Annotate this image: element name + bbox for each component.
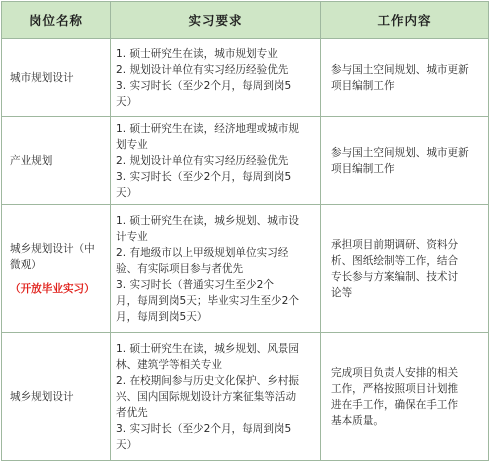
position-name-line2: 微观） <box>10 258 42 271</box>
work-line: 完成项目负责人安排的相关 <box>331 366 459 379</box>
work-cell <box>321 205 489 333</box>
table-row <box>2 39 489 117</box>
work-line: 进在手工作，确保在手工作 <box>331 398 459 411</box>
work-cell <box>321 117 489 205</box>
work-line: 专长参与方案编制、技术讨 <box>331 270 459 283</box>
work-line: 析、图纸绘制等工作，结合 <box>331 254 459 267</box>
work-line: 参与国土空间规划、城市更新 <box>331 63 469 76</box>
header-position: 岗位名称 <box>2 2 111 39</box>
requirement-line: 2. 在校期间参与历史文化保护、乡村振 <box>116 374 299 387</box>
requirement-line: 月，每周到岗5天；毕业实习生至少2个 <box>116 294 299 307</box>
graduation-internship-badge: （开放毕业实习） <box>10 282 95 295</box>
work-line: 项目编制工作 <box>331 79 395 92</box>
work-line: 项目编制工作 <box>331 162 395 175</box>
work-cell <box>321 333 489 461</box>
requirement-line: 3. 实习时长（至少2个月，每周到岗5 <box>116 170 292 183</box>
requirements-cell <box>111 333 321 461</box>
requirement-line: 者优先 <box>116 406 148 419</box>
position-name: 城乡规划设计 <box>10 390 74 403</box>
position-cell <box>2 205 111 333</box>
requirement-line: 验、有实际项目参与者优先 <box>116 262 244 275</box>
table-row <box>2 117 489 205</box>
work-line: 论等 <box>331 286 353 299</box>
table-row <box>2 205 489 333</box>
work-line: 承担项目前期调研、资料分 <box>331 238 459 251</box>
requirements-cell <box>111 39 321 117</box>
requirement-line: 计专业 <box>116 230 148 243</box>
requirement-line: 1. 硕士研究生在读，城市规划专业 <box>116 47 278 60</box>
requirement-line: 1. 硕士研究生在读，经济地理或城市规 <box>116 122 299 135</box>
header-row <box>2 2 489 39</box>
table-row <box>2 333 489 461</box>
internship-table <box>1 1 489 461</box>
position-cell <box>2 333 111 461</box>
work-line: 基本质量。 <box>331 414 384 427</box>
requirement-line: 划专业 <box>116 138 148 151</box>
requirement-line: 兴、国内国际规划设计方案征集等活动 <box>116 390 297 403</box>
requirement-line: 3. 实习时长（普通实习生至少2个 <box>116 278 274 291</box>
requirement-line: 1. 硕士研究生在读，城乡规划、风景园 <box>116 342 299 355</box>
work-line: 参与国土空间规划、城市更新 <box>331 146 469 159</box>
header-requirements: 实习要求 <box>111 2 321 39</box>
work-cell <box>321 39 489 117</box>
position-cell <box>2 39 111 117</box>
work-line: 工作，严格按照项目计划推 <box>331 382 459 395</box>
internship-table-container <box>1 1 488 459</box>
requirements-cell <box>111 117 321 205</box>
requirement-line: 3. 实习时长（至少2个月，每周到岗5 <box>116 422 292 435</box>
requirement-line: 天） <box>116 186 138 199</box>
position-name: 产业规划 <box>10 154 53 167</box>
header-work: 工作内容 <box>321 2 489 39</box>
requirements-cell <box>111 205 321 333</box>
requirement-line: 林、建筑学等相关专业 <box>116 358 222 371</box>
requirement-line: 3. 实习时长（至少2个月，每周到岗5 <box>116 79 292 92</box>
requirement-line: 2. 有地级市以上甲级规划单位实习经 <box>116 246 289 259</box>
position-name: 城市规划设计 <box>10 71 74 84</box>
requirement-line: 1. 硕士研究生在读，城乡规划、城市设 <box>116 214 299 227</box>
position-cell <box>2 117 111 205</box>
requirement-line: 天） <box>116 95 138 108</box>
requirement-line: 月，每周到岗5天） <box>116 310 208 323</box>
requirement-line: 2. 规划设计单位有实习经历经验优先 <box>116 63 289 76</box>
requirement-line: 2. 规划设计单位有实习经历经验优先 <box>116 154 289 167</box>
requirement-line: 天） <box>116 438 138 451</box>
position-name: 城乡规划设计（中 <box>10 242 95 255</box>
